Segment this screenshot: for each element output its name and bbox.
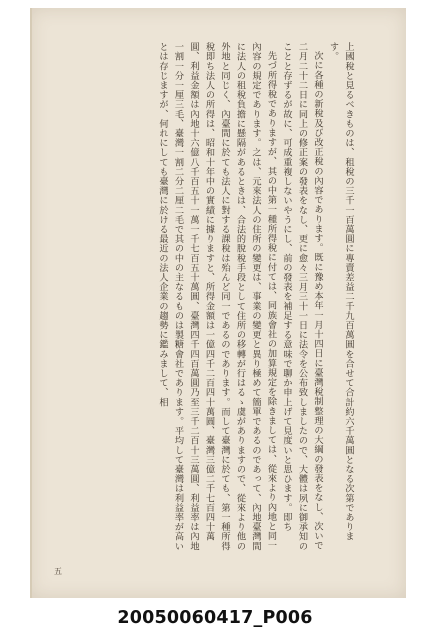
paragraph-1: 上國稅と見るべきものは、租稅の三千一百萬圓に專賣差益二千九百萬圓を合せて合計約六千萬圓となる次第であります。 bbox=[327, 42, 354, 542]
page-number: 五 bbox=[54, 567, 62, 576]
paragraph-2: 次に各種の新稅及び改正稅の內容であります。既に豫め本年一月十四日に臺灣稅制整理の大綱の發表をなし、次いで二月二十二日に同上の修正案の發表をなし、更に愈々三月三十一日に法令を公布致しましたので、大體は夙に御承知のことと存ずるが故に、可成重複しないやうにし、前の發表を補足する意味で聊か申上げて見度いと思ひます。即ち bbox=[281, 42, 323, 551]
paragraph-3: 先づ所得稅でありますが、其の中第一種所得稅に付ては、同族會社の加算規定を除きましては、從來より內地と同一內容の規定であります。之は、元來法人の住所の變更は、事業の變更と異り極めて簡單であるのであって、內地臺灣間に法人の租稅負擔に懸隔があるときは、合法的脫稅手段として住所の移轉が行はるゝ虞がありますので、從來より他の外地と同じく、內臺間に於ても法人に對する課稅は殆んど同一であるのであります。而して臺灣に於ても、第一種所得稅即ち法人の所得は、昭和十年中の實績に據りますと、所得金額は一億四千二百四十萬圓、臺灣三億二千七百四十萬圓、利益金額は內地十六億八千百五十一萬一千七百五十萬圓、臺灣四千四百萬圓乃至三千二百十三萬圓、利益率は內地一割一分一厘三毛、臺灣一割二分二厘二毛で其の中の主なるものは製糖會社であります。平均して臺灣は利益率が高いとは存じますが、何れにしても臺灣に於ける最近の法人企業の趨勢に鑑みまして、相 bbox=[157, 42, 277, 551]
vertical-text-body bbox=[66, 42, 356, 554]
archive-id-caption: 20050060417_P006 bbox=[117, 608, 313, 628]
page-edge bbox=[30, 8, 32, 598]
